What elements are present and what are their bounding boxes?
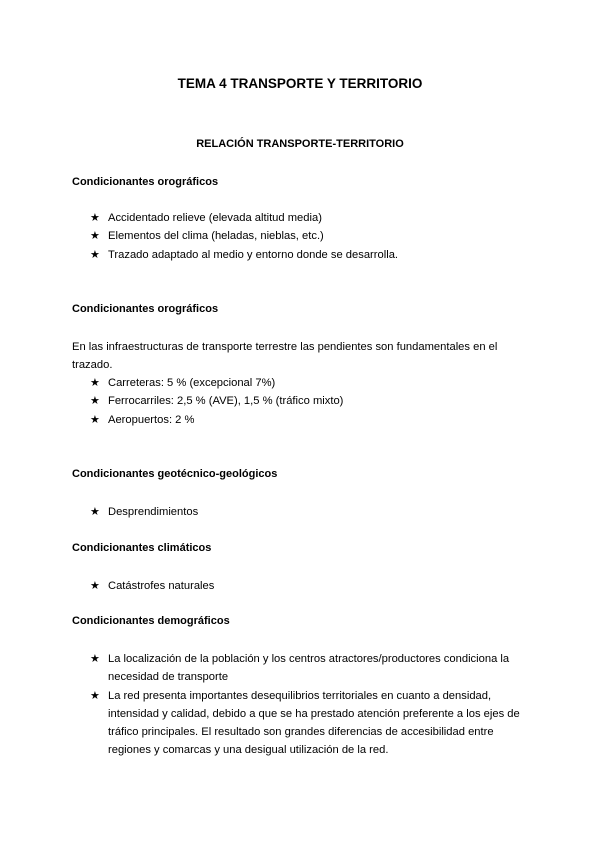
section-heading-orograficos-1: Condicionantes orográficos	[72, 176, 219, 188]
document-title: TEMA 4 TRANSPORTE Y TERRITORIO	[177, 76, 423, 91]
star-icon: ★	[90, 505, 100, 518]
section-heading-orograficos-2: Condicionantes orográficos	[72, 303, 219, 315]
list-item	[90, 687, 530, 760]
list-item	[90, 503, 530, 521]
list-item	[90, 374, 530, 392]
star-icon: ★	[90, 579, 100, 592]
list-item-text: Trazado adaptado al medio y entorno donde se desarrolla.	[108, 248, 399, 261]
bullet-list-orograficos-1	[90, 209, 530, 264]
list-item-text: Catástrofes naturales	[108, 580, 215, 592]
star-icon: ★	[90, 229, 100, 243]
list-item	[90, 209, 530, 227]
star-icon: ★	[90, 688, 100, 702]
list-item-text: La localización de la población y los centros atractores/productores condiciona la necesidad de transporte	[108, 653, 510, 684]
list-item	[90, 392, 530, 410]
bullet-list-demograficos	[90, 650, 530, 760]
section-heading-geotecnico: Condicionantes geotécnico-geológicos	[72, 468, 278, 480]
star-icon: ★	[90, 376, 100, 389]
bullet-list-orograficos-2	[90, 374, 530, 429]
list-item-text: Desprendimientos	[108, 506, 199, 518]
bullet-list-climaticos	[90, 577, 530, 595]
document-subtitle: RELACIÓN TRANSPORTE-TERRITORIO	[196, 138, 404, 150]
bullet-list-geotecnico	[90, 503, 530, 521]
section-heading-demograficos: Condicionantes demográficos	[72, 615, 230, 627]
list-item	[90, 246, 530, 264]
star-icon: ★	[90, 394, 100, 408]
star-icon: ★	[90, 412, 100, 426]
section-paragraph: En las infraestructuras de transporte terrestre las pendientes son fundamentales en el trazado.	[72, 341, 498, 371]
list-item-text: La red presenta importantes desequilibrios territoriales en cuanto a densidad, intensidad y calidad, debido a que se ha prestado atención preferente a los ejes de tráfico principales. El resultado son grandes diferencias de accesibilidad entre regiones y comarcas y una desigual utilización de la red.	[108, 689, 520, 757]
star-icon: ★	[90, 652, 100, 665]
list-item-text: Ferrocarriles: 2,5 % (AVE), 1,5 % (tráfico mixto)	[108, 395, 344, 408]
list-item-text: Aeropuertos: 2 %	[108, 413, 195, 426]
list-item	[90, 227, 530, 245]
list-item	[90, 411, 530, 429]
list-item	[90, 650, 530, 687]
list-item-text: Accidentado relieve (elevada altitud media)	[108, 212, 322, 224]
list-item-text: Carreteras: 5 % (excepcional 7%)	[108, 377, 276, 389]
star-icon: ★	[90, 247, 100, 261]
list-item-text: Elementos del clima (heladas, nieblas, etc.)	[108, 230, 324, 243]
list-item	[90, 577, 530, 595]
section-heading-climaticos: Condicionantes climáticos	[72, 542, 212, 554]
star-icon: ★	[90, 211, 100, 224]
